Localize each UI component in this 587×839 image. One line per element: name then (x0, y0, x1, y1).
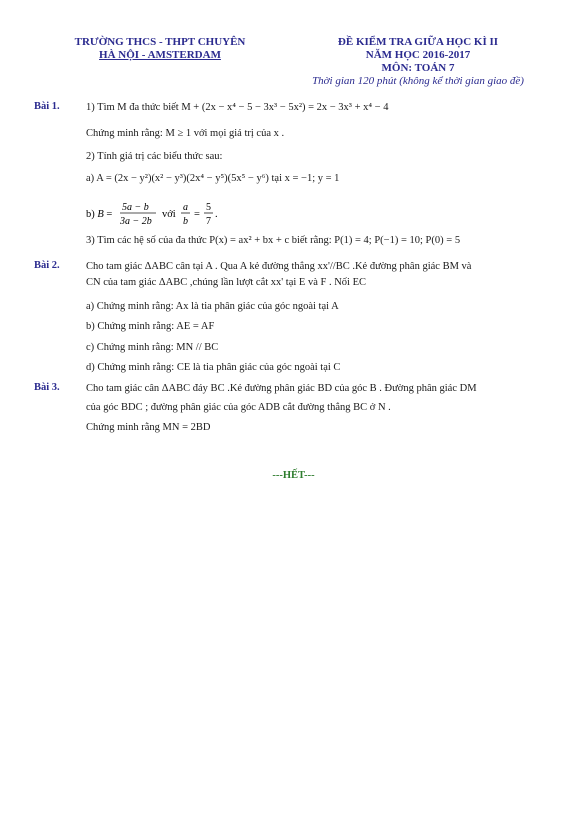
bai1-q1-prove: Chứng minh rằng: M ≥ 1 với mọi giá trị của x . (86, 128, 285, 139)
subject: MÔN: TOÁN 7 (381, 62, 455, 74)
svg-text:3a − 2b: 3a − 2b (120, 216, 152, 227)
svg-text:.: . (215, 209, 218, 220)
bai3-line1: Cho tam giác cân ΔABC đáy BC .Kẻ đường phân giác BD của góc B . Đường phân giác DM (86, 383, 477, 394)
svg-text:b: b (183, 216, 188, 227)
svg-text:=: = (194, 209, 200, 220)
bai2-a: a) Chứng minh rằng: Ax là tia phân giác của góc ngoài tại A (86, 301, 339, 312)
school-name-line1: TRƯỜNG THCS - THPT CHUYÊN (74, 36, 246, 48)
svg-text:5: 5 (206, 202, 211, 213)
exam-title: ĐỀ KIỂM TRA GIỮA HỌC KÌ II (337, 36, 499, 48)
school-name-line2: HÀ NỘI - AMSTERDAM (99, 49, 221, 61)
bai1-q3: 3) Tìm các hệ số của đa thức P(x) = ax² + bx + c biết rằng: P(1) = 4; P(−1) = 10; P(0) = 5 (86, 235, 461, 246)
bai2-intro2: CN của tam giác ΔABC ,chúng lần lượt cắt xx' tại E và F . Nối EC (86, 277, 367, 288)
bai1-q1: 1) Tìm M đa thức biết M + (2x − x⁴ − 5 − 3x³ − 5x²) = 2x − 3x³ + x⁴ − 4 (86, 102, 389, 113)
school-year: NĂM HỌC 2016-2017 (365, 49, 471, 61)
bai2-d: d) Chứng minh rằng: CE là tia phân giác của góc ngoài tại C (86, 362, 341, 373)
bai1-q2b (86, 199, 246, 227)
bai2-label: Bài 2. (34, 260, 60, 271)
bai1-q2a: a) A = (2x − y²)(x² − y³)(2x⁴ − y⁵)(5x⁵ − y⁶) tại x = −1; y = 1 (86, 173, 340, 184)
bai3-line3: Chứng minh rằng MN = 2BD (86, 422, 211, 433)
bai2-c: c) Chứng minh rằng: MN // BC (86, 342, 219, 353)
bai1-label: Bài 1. (34, 101, 60, 112)
school-header (55, 36, 265, 62)
bai3-label: Bài 3. (34, 382, 60, 393)
svg-text:5a − b: 5a − b (122, 202, 149, 213)
fraction-expression (86, 199, 246, 229)
svg-text:7: 7 (206, 216, 211, 227)
bai2-intro1: Cho tam giác ΔABC cân tại A . Qua A kẻ đường thẳng xx'//BC .Kẻ đường phân giác BM và (86, 261, 472, 272)
svg-text:a: a (183, 202, 188, 213)
bai1-q2: 2) Tính giá trị các biểu thức sau: (86, 151, 223, 162)
svg-text:b) B =: b) B = (86, 209, 113, 220)
bai3-line2: của góc BDC ; đường phân giác của góc ADB cắt đường thẳng BC ở N . (86, 402, 391, 413)
svg-text:với: với (162, 209, 176, 220)
time-note: Thời gian 120 phút (không kể thời gian giao đề) (312, 75, 524, 87)
exam-header (308, 36, 528, 88)
end-mark: ---HẾT--- (272, 470, 315, 481)
bai2-b: b) Chứng minh rằng: AE = AF (86, 321, 215, 332)
